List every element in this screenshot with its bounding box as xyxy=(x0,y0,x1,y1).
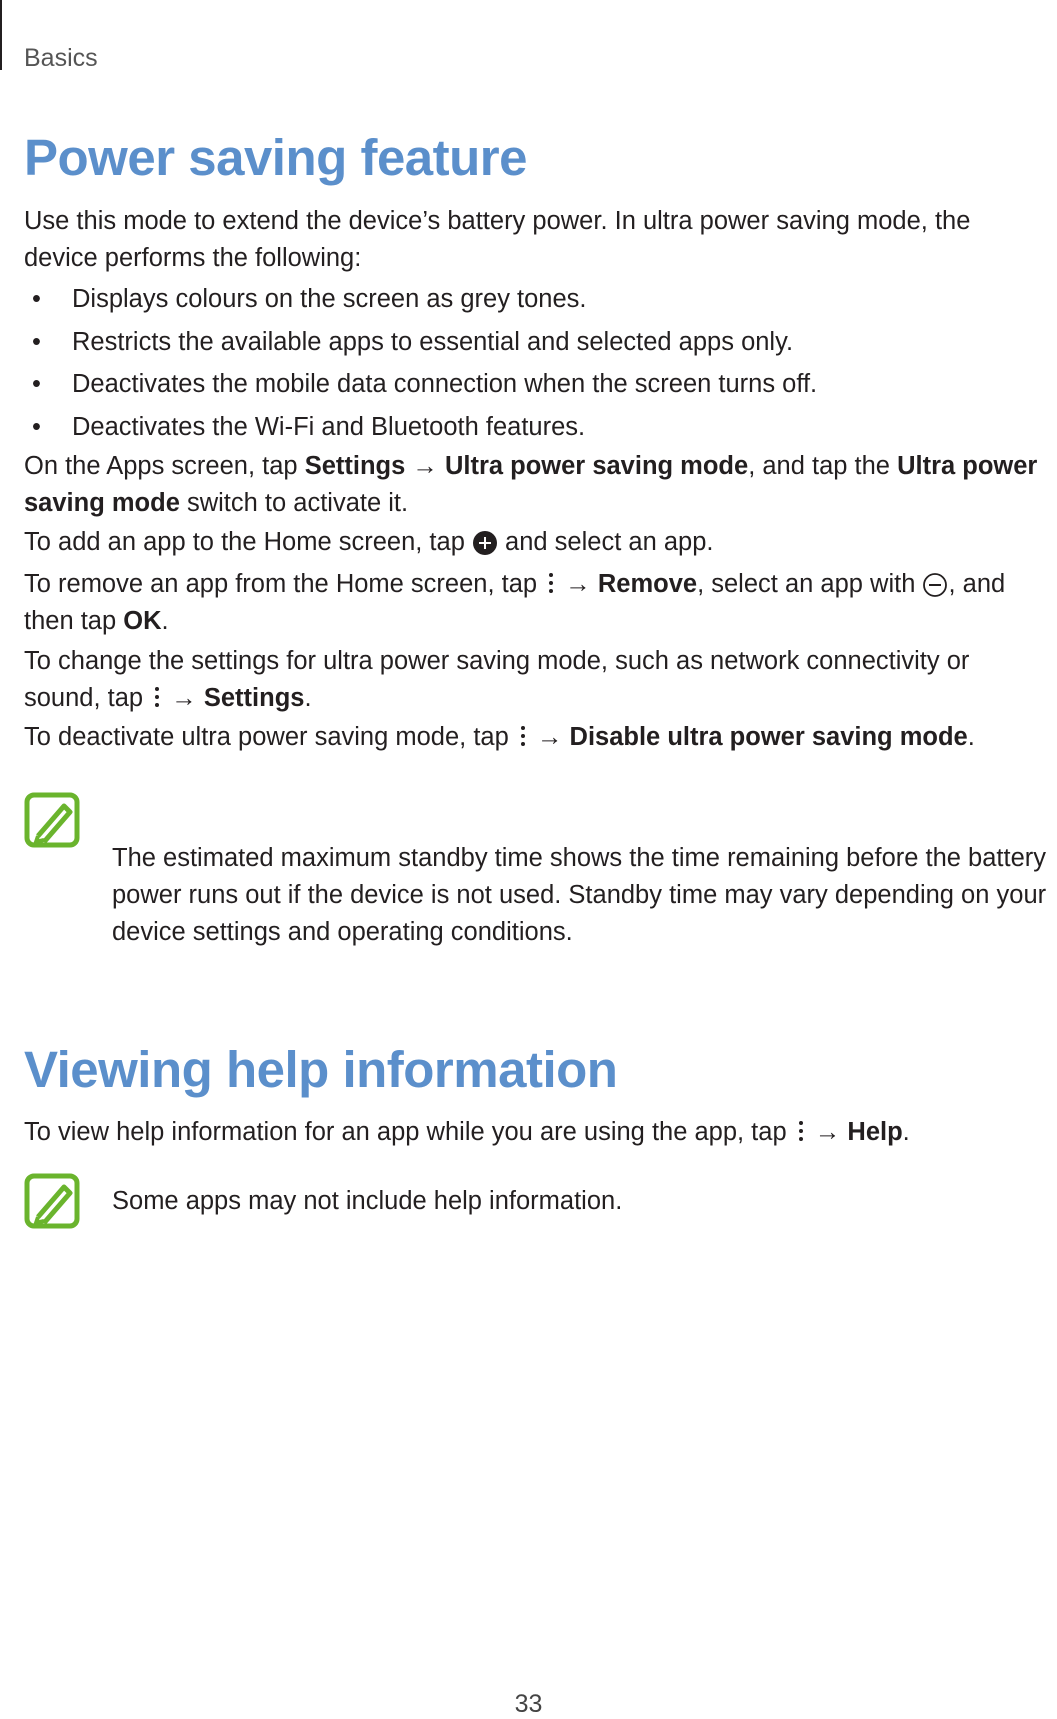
note-icon xyxy=(24,1173,80,1229)
settings-label: Settings xyxy=(304,452,406,480)
remove-icon xyxy=(922,572,948,598)
note-text: The estimated maximum standby time shows the time remaining before the battery power runs out if the device is not used. Standby time may vary depending on your device settings and operating conditions. xyxy=(112,844,1047,946)
ok-label: OK xyxy=(123,607,162,635)
disable-ultra-power-saving-label: Disable ultra power saving mode xyxy=(569,723,968,751)
note-text: Some apps may not include help information. xyxy=(112,1187,623,1215)
ultra-power-saving-switch-label: Ultra power saving mode xyxy=(24,452,1038,517)
section-title-power-saving: Power saving feature xyxy=(24,129,528,186)
bullet-text: Deactivates the mobile data connection when the screen turns off. xyxy=(72,370,818,398)
bullet-dot: • xyxy=(32,285,41,313)
more-options-icon xyxy=(154,685,160,711)
bullet-dot: • xyxy=(32,328,41,356)
more-options-icon xyxy=(798,1119,804,1145)
help-label: Help xyxy=(847,1118,903,1146)
add-icon xyxy=(472,530,498,556)
bullet-dot: • xyxy=(32,413,41,441)
ultra-power-saving-label: Ultra power saving mode xyxy=(444,452,749,480)
note-icon xyxy=(24,792,80,848)
page-number: 33 xyxy=(514,1690,543,1718)
add-app-paragraph: To add an app to the Home screen, tap and select an app. xyxy=(24,528,714,556)
bullet-text: Restricts the available apps to essential and selected apps only. xyxy=(72,328,794,356)
more-options-icon xyxy=(520,724,526,750)
intro-paragraph: Use this mode to extend the device’s battery power. In ultra power saving mode, the device performs the following: xyxy=(24,207,971,272)
more-options-icon xyxy=(548,571,554,597)
section-title-help: Viewing help information xyxy=(24,1041,618,1098)
activate-paragraph: On the Apps screen, tap Settings → Ultra power saving mode, and tap the Ultra power saving mode switch to activate it. xyxy=(24,452,1038,517)
bullet-text: Displays colours on the screen as grey tones. xyxy=(72,285,587,313)
bullet-dot: • xyxy=(32,370,41,398)
settings-label: Settings xyxy=(203,684,305,712)
help-paragraph: To view help information for an app while you are using the app, tap → Help. xyxy=(24,1118,910,1146)
running-header: Basics xyxy=(24,44,98,72)
bullet-text: Deactivates the Wi-Fi and Bluetooth features. xyxy=(72,413,586,441)
remove-app-paragraph: To remove an app from the Home screen, tap → Remove, select an app with , and then tap OK. xyxy=(24,570,1006,635)
change-settings-paragraph: To change the settings for ultra power saving mode, such as network connectivity or sound, tap → Settings. xyxy=(24,647,970,712)
remove-label: Remove xyxy=(597,570,698,598)
page-corner-line xyxy=(0,0,2,70)
deactivate-paragraph: To deactivate ultra power saving mode, tap → Disable ultra power saving mode. xyxy=(24,723,975,751)
